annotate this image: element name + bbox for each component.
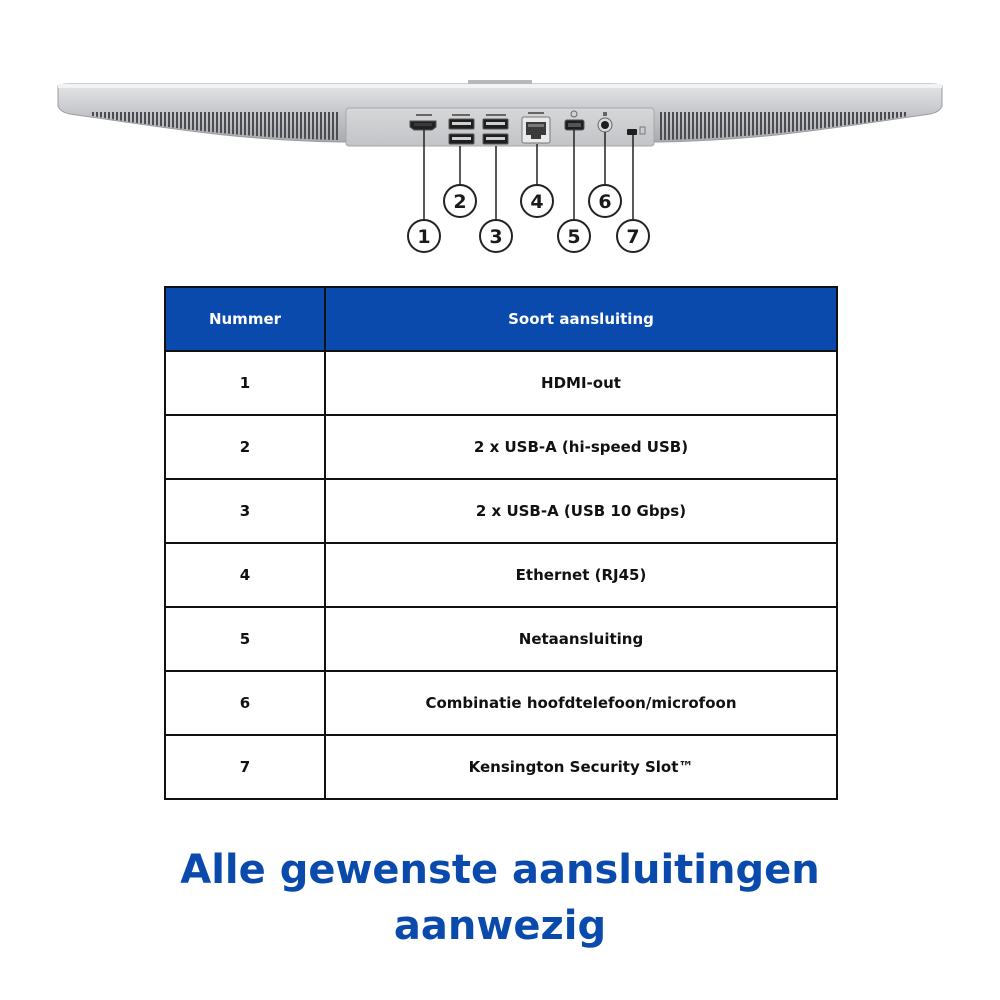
callout-3	[480, 220, 512, 252]
table-row	[165, 607, 837, 671]
table-row	[165, 735, 837, 799]
svg-text:4: 4	[530, 191, 544, 213]
row-number: 7	[165, 735, 325, 799]
header-connection-type: Soort aansluiting	[325, 287, 837, 351]
row-connection-type: HDMI-out	[325, 351, 837, 415]
svg-text:1: 1	[417, 226, 431, 248]
vent-grille-right	[660, 112, 908, 140]
callout-1	[408, 220, 440, 252]
vent-grille-left	[92, 112, 340, 140]
svg-text:7: 7	[626, 226, 640, 248]
row-connection-type: Combinatie hoofdtelefoon/microfoon	[325, 671, 837, 735]
table-row	[165, 671, 837, 735]
table-row	[165, 543, 837, 607]
row-number: 6	[165, 671, 325, 735]
row-connection-type: 2 x USB-A (hi-speed USB)	[325, 415, 837, 479]
tagline-line-2: aanwezig	[393, 903, 607, 949]
row-number: 2	[165, 415, 325, 479]
svg-text:5: 5	[567, 226, 581, 248]
row-number: 4	[165, 543, 325, 607]
row-connection-type: Kensington Security Slot™	[325, 735, 837, 799]
table-row	[165, 415, 837, 479]
device-rear-ports-illustration	[0, 0, 1000, 270]
row-number: 3	[165, 479, 325, 543]
callout-4	[521, 185, 553, 217]
ports-table	[164, 286, 838, 800]
callout-5	[558, 220, 590, 252]
table-row	[165, 479, 837, 543]
svg-text:6: 6	[598, 191, 612, 213]
header-number: Nummer	[165, 287, 325, 351]
row-connection-type: Ethernet (RJ45)	[325, 543, 837, 607]
table-header-row	[165, 287, 837, 351]
tagline-line-1: Alle gewenste aansluitingen	[180, 847, 820, 893]
callout-6	[589, 185, 621, 217]
row-connection-type: Netaansluiting	[325, 607, 837, 671]
usb-a-10gbps-ports-icon	[483, 114, 508, 144]
ethernet-port-icon	[522, 112, 550, 143]
callout-7	[617, 220, 649, 252]
tagline-heading	[0, 842, 1000, 954]
row-number: 5	[165, 607, 325, 671]
row-number: 1	[165, 351, 325, 415]
svg-text:2: 2	[453, 191, 467, 213]
table-row	[165, 351, 837, 415]
row-connection-type: 2 x USB-A (USB 10 Gbps)	[325, 479, 837, 543]
callout-2	[444, 185, 476, 217]
svg-text:3: 3	[489, 226, 503, 248]
usb-a-hispeed-ports-icon	[449, 114, 474, 144]
